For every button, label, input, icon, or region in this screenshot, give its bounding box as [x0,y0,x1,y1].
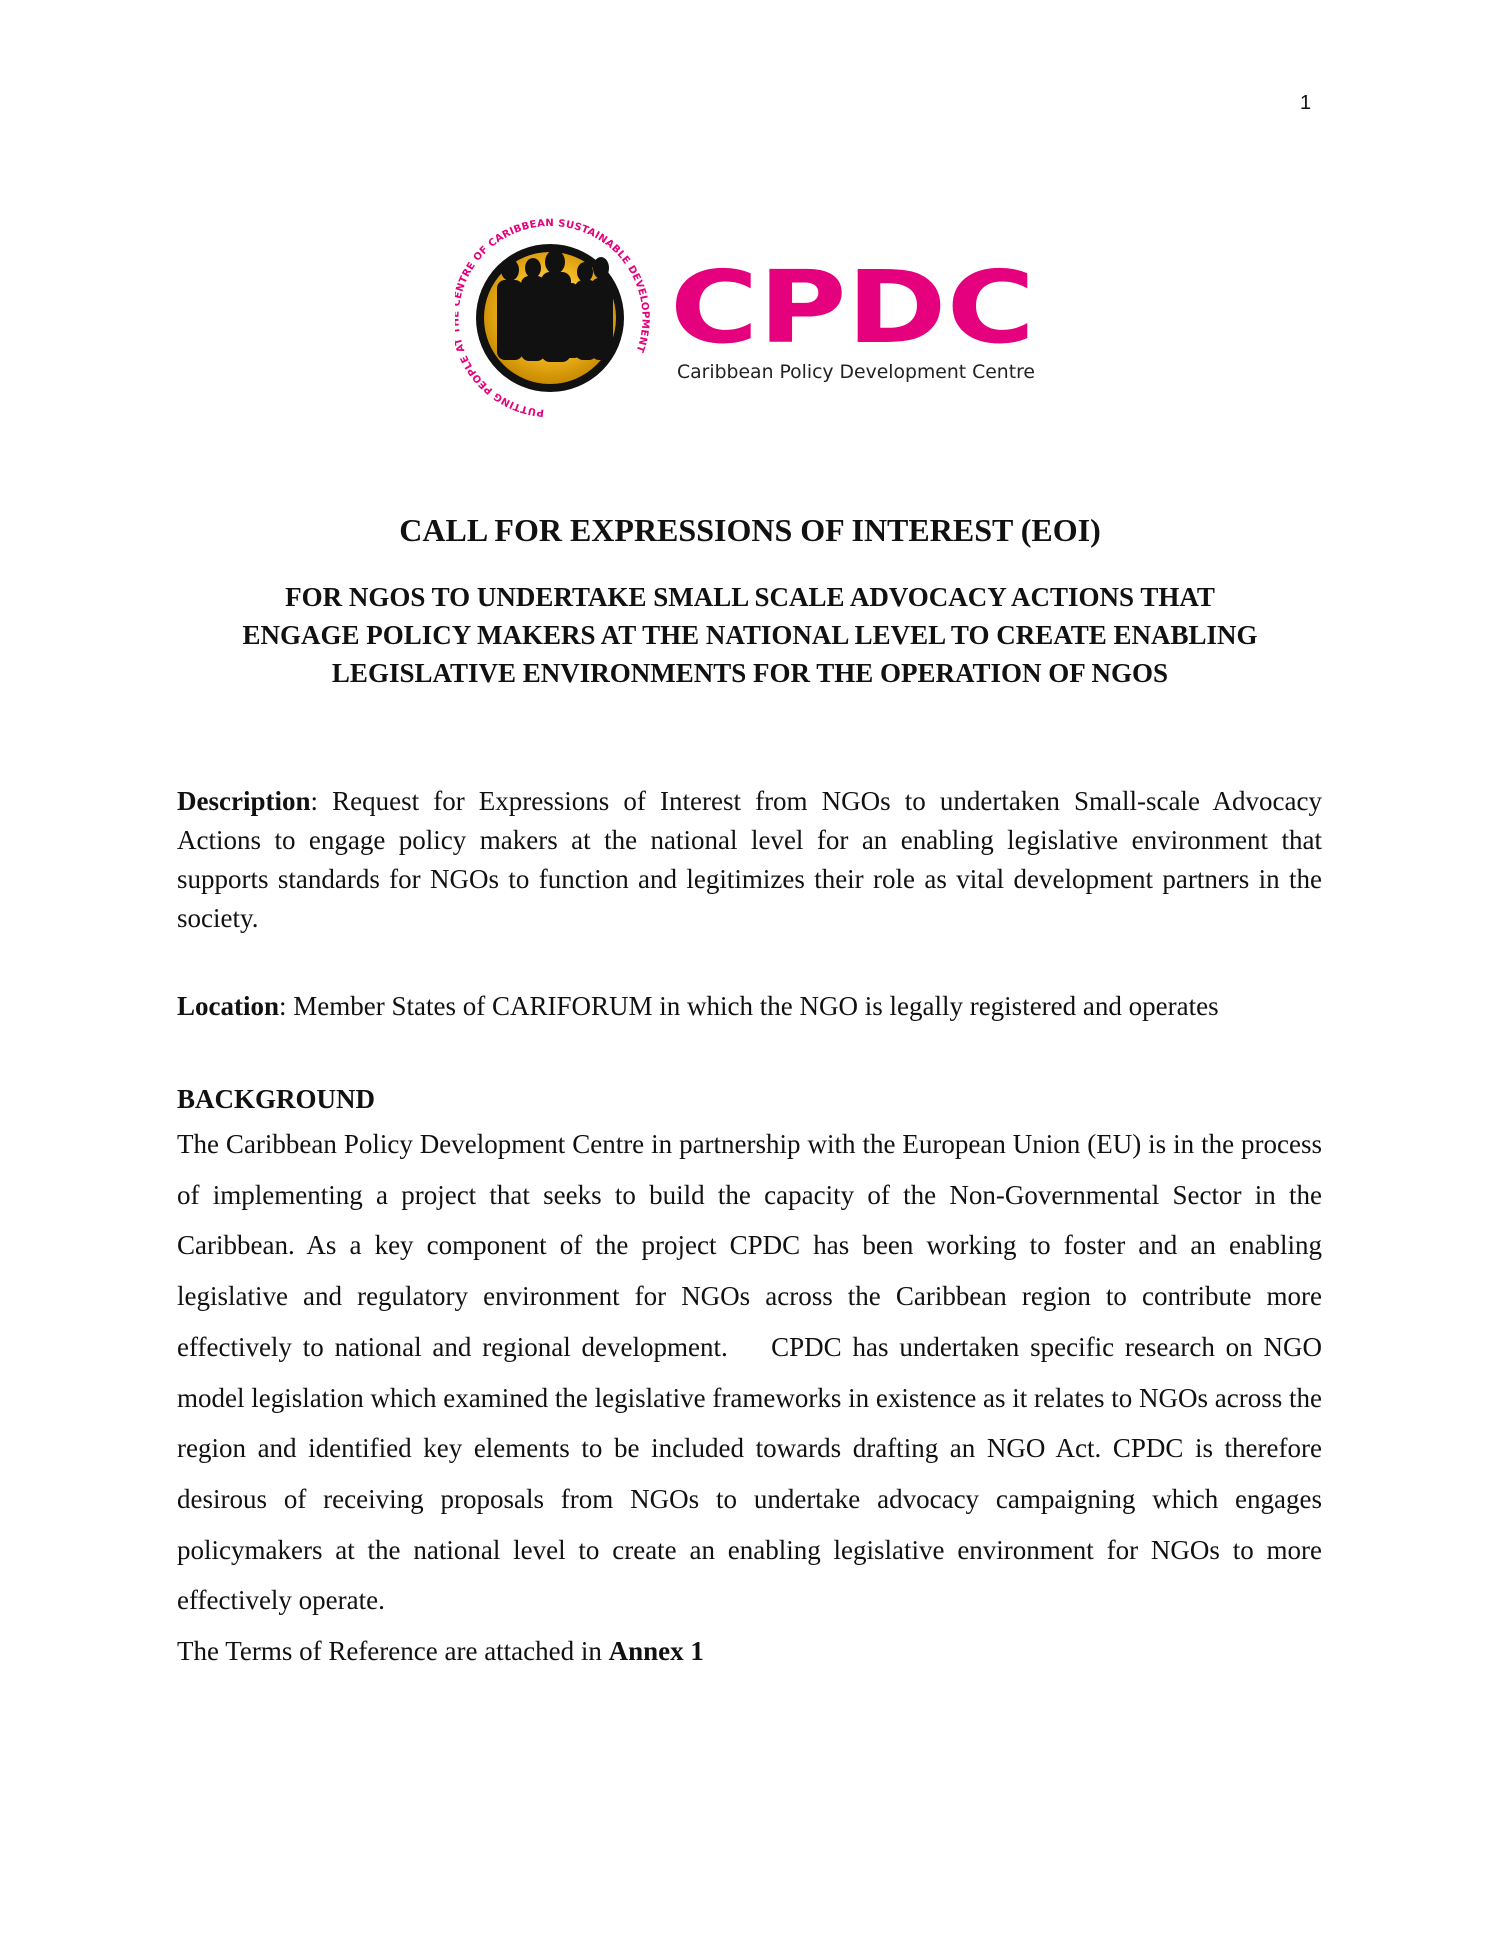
svg-text:CPDC: CPDC [670,249,1035,366]
subtitle-line: ENGAGE POLICY MAKERS AT THE NATIONAL LEVEL TO CREATE ENABLING [242,620,1258,650]
svg-text:Caribbean Policy Development C: Caribbean Policy Development Centre [677,361,1035,383]
cpdc-emblem-icon [455,210,1055,430]
background-paragraph: The Caribbean Policy Development Centre in partnership with the European Union (EU) is in the process of implementing a project that seeks to build the capacity of the Non-Governmental Sector in the Caribbean. As a key component of the project CPDC has been working to foster and an enabling legislative and regulatory environment for NGOs across the Caribbean region to contribute more effectively to national and regional development. CPDC has undertaken specific research on NGO model legislation which examined the legislative frameworks in existence as it relates to NGOs across the region and identified key elements to be included towards drafting an NGO Act. CPDC is therefore desirous of receiving proposals from NGOs to undertake advocacy campaigning which engages policymakers at the national level to create an enabling legislative environment for NGOs to more effectively operate. [177,1129,1322,1616]
subtitle-line: FOR NGOS TO UNDERTAKE SMALL SCALE ADVOCACY ACTIONS THAT [285,582,1215,612]
description-text: : Request for Expressions of Interest from NGOs to undertaken Small-scale Advocacy Actions to engage policy makers at the national level for an enabling legislative environment that supports standards for NGOs to function and legitimizes their role as vital development partners in the society. [177,786,1322,933]
location-paragraph [177,987,1322,1026]
background-heading: BACKGROUND [177,1084,376,1114]
document-body [177,782,1322,1677]
annex-prefix: The Terms of Reference are attached in [177,1636,609,1667]
page-number: 1 [1300,92,1312,114]
cpdc-logo [455,210,1055,430]
description-label: Description [177,786,311,816]
svg-text:PUTTING PEOPLE AT THE CENTRE O: PUTTING PEOPLE A NTRE OF CARIBBEAN SUSTAINABLE DEVELOPMENT [455,217,651,418]
document-subtitle [0,578,1500,692]
terms-of-reference-line [177,1626,1322,1677]
subtitle-line: LEGISLATIVE ENVIRONMENTS FOR THE OPERATION OF NGOS [331,658,1169,688]
description-paragraph [177,782,1322,938]
document-title: CALL FOR EXPRESSIONS OF INTEREST (EOI) [399,512,1101,548]
location-label: Location [177,991,280,1021]
location-text: : Member States of CARIFORUM in which the NGO is legally registered and operates [279,991,1219,1021]
annex-reference: Annex 1 [608,1636,704,1667]
